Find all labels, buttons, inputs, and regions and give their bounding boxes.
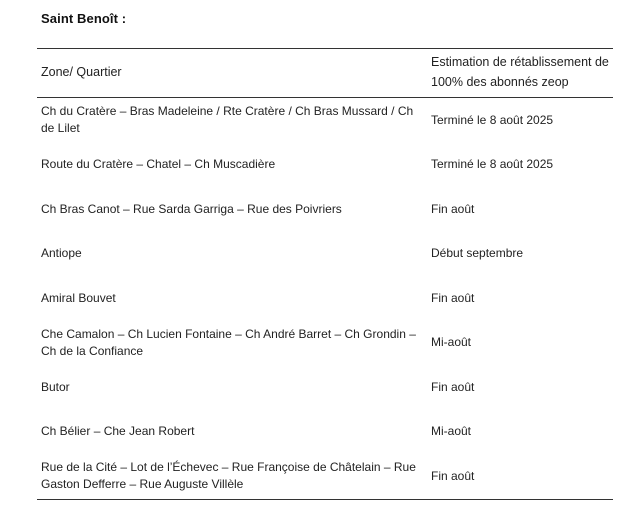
zone-cell: Route du Cratère – Chatel – Ch Muscadière: [41, 157, 276, 172]
section-title: Saint Benoît :: [41, 11, 127, 26]
estimate-cell: Fin août: [431, 290, 475, 305]
zone-cell: Ch du Cratère – Bras Madeleine / Rte Cratère / Ch Bras Mussard / Ch de Lilet: [41, 104, 414, 136]
zone-cell: Antiope: [41, 246, 82, 261]
table-row: [37, 365, 613, 410]
estimate-cell: Fin août: [431, 201, 475, 216]
table-row: [37, 232, 613, 277]
zone-cell: Che Camalon – Ch Lucien Fontaine – Ch André Barret – Ch Grondin – Ch de la Confiance: [41, 326, 416, 358]
estimate-cell: Terminé le 8 août 2025: [431, 157, 554, 172]
zone-cell: Butor: [41, 379, 70, 394]
estimate-cell: Mi-août: [431, 424, 472, 439]
estimate-cell: Terminé le 8 août 2025: [431, 112, 554, 127]
estimate-cell: Mi-août: [431, 335, 472, 350]
zone-cell: Ch Bras Canot – Rue Sarda Garriga – Rue des Poivriers: [41, 201, 342, 216]
zone-cell: Amiral Bouvet: [41, 290, 116, 305]
table-row: [37, 143, 613, 188]
header-zone: Zone/ Quartier: [37, 49, 427, 98]
zone-cell: Ch Bélier – Che Jean Robert: [41, 424, 195, 439]
table-row: [37, 276, 613, 321]
restoration-table: [37, 48, 613, 500]
table-row: [37, 98, 613, 143]
header-estimate: Estimation de rétablissement de 100% des abonnés zeop: [427, 49, 613, 98]
estimate-cell: Fin août: [427, 454, 613, 499]
table-row: [37, 454, 613, 499]
table-header-row: [37, 49, 613, 98]
table-row: [37, 410, 613, 455]
estimate-cell: Fin août: [431, 379, 475, 394]
table-row: [37, 321, 613, 366]
zone-cell: Rue de la Cité – Lot de l’Échevec – Rue Françoise de Châtelain – Rue Gaston Defferre – Rue Auguste Villèle: [37, 454, 427, 499]
estimate-cell: Début septembre: [431, 246, 524, 261]
table-row: [37, 187, 613, 232]
